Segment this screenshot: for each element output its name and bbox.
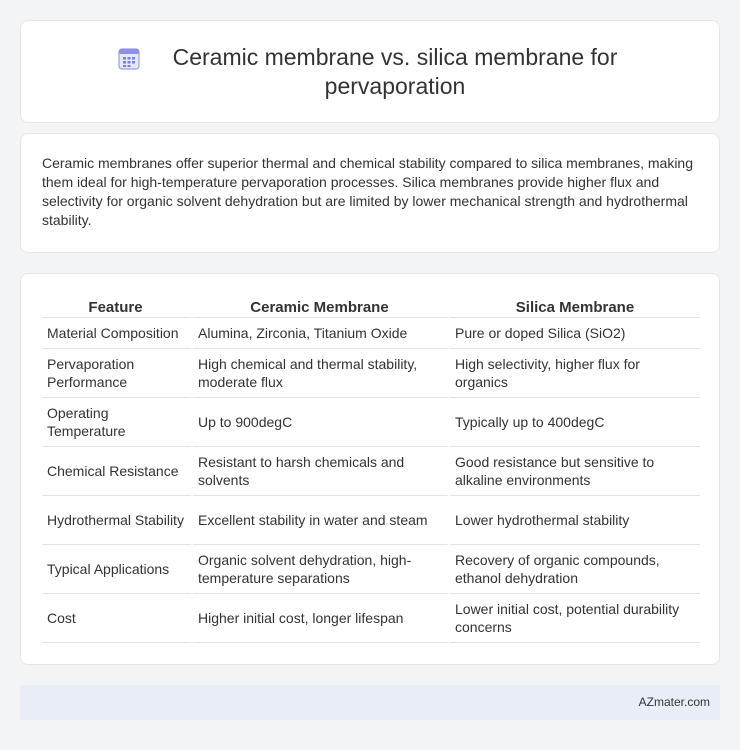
footer-bar — [20, 685, 720, 720]
table-cell-silica: Recovery of organic compounds, ethanol dehydration — [450, 545, 700, 594]
table-row — [42, 496, 700, 545]
table-cell-silica: High selectivity, higher flux for organics — [450, 349, 700, 398]
column-header-feature: Feature — [42, 296, 193, 318]
column-header-silica: Silica Membrane — [450, 296, 700, 318]
table-cell-silica: Typically up to 400degC — [450, 398, 700, 447]
table-row — [42, 447, 700, 496]
table-cell-feature: Typical Applications — [42, 545, 193, 594]
table-cell-feature: Cost — [42, 594, 193, 643]
table-cell-silica: Lower initial cost, potential durability concerns — [450, 594, 700, 643]
table-row — [42, 398, 700, 447]
table-cell-feature: Hydrothermal Stability — [42, 496, 193, 545]
table-cell-silica: Pure or doped Silica (SiO2) — [450, 318, 700, 349]
table-cell-silica: Lower hydrothermal stability — [450, 496, 700, 545]
table-cell-feature: Chemical Resistance — [42, 447, 193, 496]
table-cell-feature: Material Composition — [42, 318, 193, 349]
table-row — [42, 318, 700, 349]
column-header-ceramic: Ceramic Membrane — [193, 296, 450, 318]
comparison-table — [42, 296, 700, 643]
table-row — [42, 545, 700, 594]
table-header-row — [42, 296, 700, 318]
table-cell-feature: Operating Temperature — [42, 398, 193, 447]
summary-text: Ceramic membranes offer superior thermal and chemical stability compared to silica membranes, making them ideal for high-temperature pervaporation processes. Silica membranes provide higher flux and selectivity for organic solvent dehydration but are limited by lower mechanical strength and hydrothermal stability. — [42, 155, 693, 228]
table-cell-ceramic: Excellent stability in water and steam — [193, 496, 450, 545]
table-cell-ceramic: Resistant to harsh chemicals and solvents — [193, 447, 450, 496]
page-title-line2: pervaporation — [324, 73, 466, 99]
summary-card — [20, 133, 720, 253]
table-cell-ceramic: Alumina, Zirconia, Titanium Oxide — [193, 318, 450, 349]
table-cell-silica: Good resistance but sensitive to alkaline environments — [450, 447, 700, 496]
table-cell-ceramic: Organic solvent dehydration, high-temperature separations — [193, 545, 450, 594]
table-cell-feature: Pervaporation Performance — [42, 349, 193, 398]
title-card — [20, 20, 720, 123]
page-title — [21, 43, 719, 101]
table-row — [42, 349, 700, 398]
table-cell-ceramic: Up to 900degC — [193, 398, 450, 447]
comparison-table-card — [20, 273, 720, 665]
table-cell-ceramic: Higher initial cost, longer lifespan — [193, 594, 450, 643]
page-title-line1: Ceramic membrane vs. silica membrane for — [172, 44, 618, 70]
footer-site-link[interactable]: AZmater.com — [638, 695, 710, 709]
table-row — [42, 594, 700, 643]
table-cell-ceramic: High chemical and thermal stability, moderate flux — [193, 349, 450, 398]
